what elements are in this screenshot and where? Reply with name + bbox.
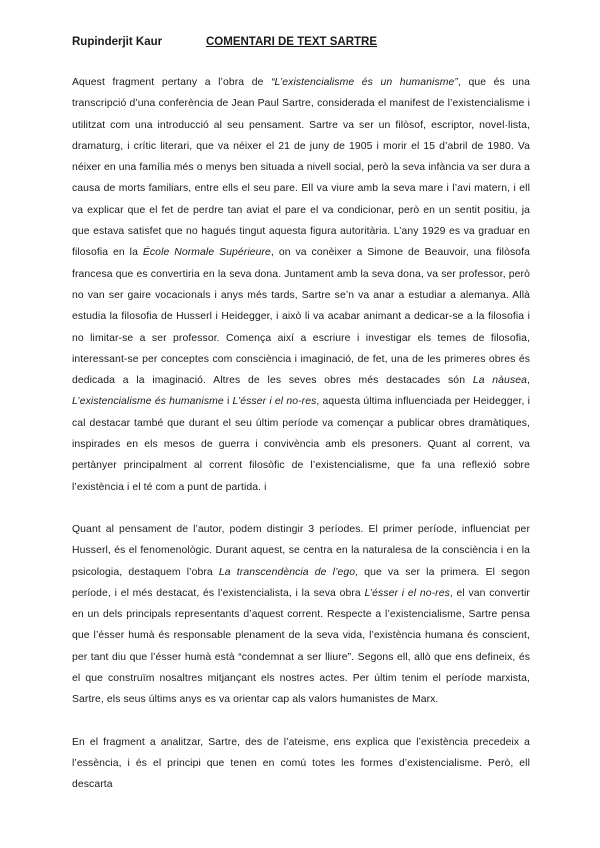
text-run: Quant al pensament de l’autor, podem distingir 3 períodes. El primer període, influenciat per Husserl, és el fenomenològic. Durant aquest, se centra en la naturalesa de la consciència i en la psicologia, destaquem l’obra [72,523,530,578]
text-run: , el van convertir en un dels principals representants d’aquest corrent. Respecte a l’existencialisme, Sartre pensa que l’ésser humà és responsable plenament de la seva vida, l’existència humana és conscient, per tant diu que l’ésser humà està “condemnat a ser lliure”. Segons ell, allò que ens defineix, és el que construïm nosaltres mitjançant els nostres actes. Per últim tenim el període marxista, Sartre, els seus últims anys es va orientar cap als valors humanistes de Marx. [72,587,530,706]
author-name: Rupinderjit Kaur [72,36,163,48]
text-run-italic: La nàusea [472,375,527,387]
text-run-italic: École Normale Supérieure [142,247,271,259]
text-run: i [223,396,233,408]
text-run: , on va conèixer a Simone de Beauvoir, una filòsofa francesa que es convertiria en la seva dona. Juntament amb la seva dona, va ser professor, però no van ser gaire vocacionals i anys més tards, Sartre se’n va anar a estudiar a alemanya. Allà estudia la filosofia de Husserl i Heidegger, i això li va acabar animant a dedicar-se a la filosofia i no limitar-se a ser professor. Comença així a escriure i investigar els temes de filosofia, interessant-se per conceptes com consciència i imaginació, de fet, una de les primeres obres és dedicada a la imaginació. Altres de les seves obres més destacades són [72,247,530,387]
text-run: Aquest fragment pertany a l’obra de [72,77,271,88]
paragraph-1 [72,72,530,498]
text-run-italic: L’ésser i el no-res [364,587,450,599]
paragraph-2 [72,519,530,711]
text-run-italic: “L’existencialisme és un humanisme” [271,77,458,88]
document-body [72,72,530,796]
text-run: , que és una transcripció d’una conferència de Jean Paul Sartre, considerada el manifest de l’existencialisme i utilitzat com una introducció al seu pensament. Sartre va ser un filòsof, escriptor, novel·lista, dramaturg, i crític literari, que va néixer el 21 de juny de 1905 i morir el 15 d’abril de 1980. Va néixer en una família més o menys ben situada a nivell social, però la seva infància va ser dura a causa de morts familiars, entre ells el seu pare. Ell va viure amb la seva mare i l’avi matern, i ell va explicar que el fet de perdre tan aviat el pare el va condicionar, però en un sentit positiu, ja que estava satisfet que no hagués tingut aquesta figura autoritària. L’any 1929 es va graduar en filosofia en la [72,77,530,259]
text-run: , [527,375,530,387]
paragraph-3 [72,732,530,796]
text-run: , aquesta última influenciada per Heidegger, i cal destacar també que durant el seu últim període va començar a publicar obres dramàtiques, inspirades en els mesos de guerra i convivència amb els presoners. Quant al corrent, va pertànyer principalment al corrent filosòfic de l’existencialisme, que fa una reflexió sobre l’existència i el té com a punt de partida. i [72,396,531,493]
document-title: COMENTARI DE TEXT SARTRE [206,36,378,48]
text-run-italic: L’ésser i el no-res [232,396,317,408]
text-run: En el fragment a analitzar, Sartre, des de l’ateisme, ens explica que l’existència precedeix a l’essència, i és el principi que tenen en comú totes les formes d’existencialisme. Però, ell descarta [72,736,530,791]
text-run: , que va ser la primera. El segon període, i el més destacat, és l’existencialista, i la seva obra [72,566,530,599]
text-run-italic: L’existencialisme és humanisme [72,396,224,408]
text-run-italic: La transcendència de l’ego [218,566,356,578]
